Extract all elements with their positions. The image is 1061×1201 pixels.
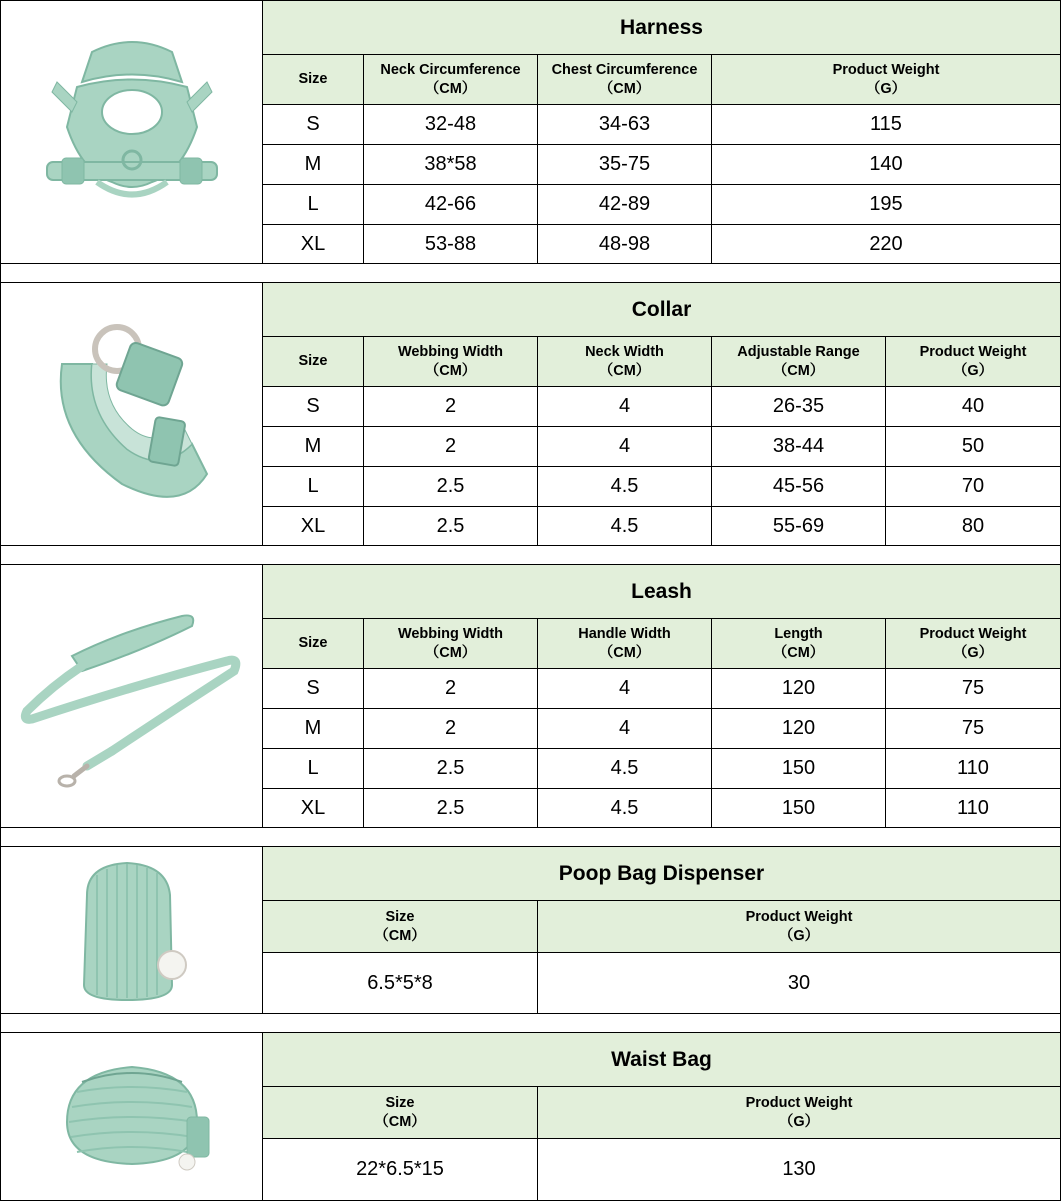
cell-size: S — [263, 669, 364, 708]
poop-bag-section — [0, 846, 1061, 1014]
cell-chest: 48-98 — [538, 225, 712, 263]
header-handle-width: Handle Width （CM） — [538, 619, 712, 668]
cell-size: 6.5*5*8 — [263, 953, 538, 1013]
collar-title: Collar — [263, 283, 1061, 337]
harness-photo — [0, 1, 263, 263]
header-product-weight: Product Weight （G） — [886, 337, 1061, 386]
cell-weight: 220 — [712, 225, 1061, 263]
header-size: Size — [263, 337, 364, 386]
cell-size: L — [263, 749, 364, 788]
cell-weight: 115 — [712, 105, 1061, 144]
header-product-weight: Product Weight （G） — [886, 619, 1061, 668]
cell-handle: 4 — [538, 669, 712, 708]
cell-handle: 4.5 — [538, 789, 712, 827]
cell-size: XL — [263, 789, 364, 827]
table-row — [263, 145, 1061, 185]
poop-bag-header-row — [263, 901, 1061, 953]
cell-size: L — [263, 467, 364, 506]
table-row — [263, 749, 1061, 789]
collar-illustration — [32, 314, 232, 514]
leash-illustration — [12, 591, 252, 801]
table-row — [263, 225, 1061, 263]
header-size: Size — [263, 619, 364, 668]
section-spacer — [0, 1014, 1061, 1032]
cell-webbing: 2 — [364, 709, 538, 748]
cell-neck: 4 — [538, 427, 712, 466]
table-row — [263, 387, 1061, 427]
table-row — [263, 709, 1061, 749]
header-product-weight: Product Weight （G） — [538, 1087, 1061, 1138]
cell-weight: 30 — [538, 953, 1061, 1013]
leash-table — [263, 565, 1061, 827]
cell-neck: 4.5 — [538, 467, 712, 506]
cell-size: XL — [263, 225, 364, 263]
cell-range: 55-69 — [712, 507, 886, 545]
cell-length: 150 — [712, 789, 886, 827]
header-webbing-width: Webbing Width （CM） — [364, 619, 538, 668]
header-neck-circumference: Neck Circumference （CM） — [364, 55, 538, 104]
cell-handle: 4.5 — [538, 749, 712, 788]
collar-photo — [0, 283, 263, 545]
cell-neck: 53-88 — [364, 225, 538, 263]
waist-bag-title: Waist Bag — [263, 1033, 1061, 1087]
cell-webbing: 2.5 — [364, 749, 538, 788]
cell-weight: 80 — [886, 507, 1061, 545]
cell-size: M — [263, 709, 364, 748]
cell-handle: 4 — [538, 709, 712, 748]
leash-header-row — [263, 619, 1061, 669]
harness-header-row — [263, 55, 1061, 105]
cell-size: S — [263, 387, 364, 426]
collar-section — [0, 282, 1061, 546]
cell-weight: 140 — [712, 145, 1061, 184]
cell-weight: 70 — [886, 467, 1061, 506]
waist-bag-header-row — [263, 1087, 1061, 1139]
cell-chest: 35-75 — [538, 145, 712, 184]
cell-neck: 38*58 — [364, 145, 538, 184]
cell-neck: 4.5 — [538, 507, 712, 545]
table-row — [263, 427, 1061, 467]
header-size: Size （CM） — [263, 1087, 538, 1138]
cell-webbing: 2.5 — [364, 467, 538, 506]
cell-weight: 130 — [538, 1139, 1061, 1200]
cell-weight: 75 — [886, 709, 1061, 748]
cell-neck: 32-48 — [364, 105, 538, 144]
cell-weight: 195 — [712, 185, 1061, 224]
harness-title: Harness — [263, 1, 1061, 55]
harness-table — [263, 1, 1061, 263]
cell-chest: 34-63 — [538, 105, 712, 144]
leash-photo — [0, 565, 263, 827]
cell-webbing: 2.5 — [364, 507, 538, 545]
cell-neck: 4 — [538, 387, 712, 426]
table-row — [263, 1139, 1061, 1200]
harness-section — [0, 0, 1061, 264]
cell-size: S — [263, 105, 364, 144]
table-row — [263, 953, 1061, 1013]
cell-size: L — [263, 185, 364, 224]
cell-weight: 50 — [886, 427, 1061, 466]
harness-illustration — [32, 32, 232, 232]
cell-webbing: 2.5 — [364, 789, 538, 827]
table-row — [263, 669, 1061, 709]
header-neck-width: Neck Width （CM） — [538, 337, 712, 386]
waist-bag-illustration — [47, 1052, 217, 1182]
cell-webbing: 2 — [364, 669, 538, 708]
header-adjustable-range: Adjustable Range （CM） — [712, 337, 886, 386]
waist-bag-table — [263, 1033, 1061, 1200]
table-row — [263, 507, 1061, 545]
cell-length: 150 — [712, 749, 886, 788]
cell-weight: 40 — [886, 387, 1061, 426]
poop-bag-title: Poop Bag Dispenser — [263, 847, 1061, 901]
poop-bag-illustration — [72, 855, 192, 1005]
header-product-weight: Product Weight （G） — [538, 901, 1061, 952]
header-size: Size （CM） — [263, 901, 538, 952]
cell-size: M — [263, 145, 364, 184]
section-spacer — [0, 546, 1061, 564]
header-length: Length （CM） — [712, 619, 886, 668]
cell-weight: 75 — [886, 669, 1061, 708]
header-size: Size — [263, 55, 364, 104]
header-product-weight: Product Weight （G） — [712, 55, 1061, 104]
waist-bag-section — [0, 1032, 1061, 1201]
table-row — [263, 467, 1061, 507]
table-row — [263, 185, 1061, 225]
waist-bag-photo — [0, 1033, 263, 1200]
section-spacer — [0, 828, 1061, 846]
poop-bag-photo — [0, 847, 263, 1013]
collar-table — [263, 283, 1061, 545]
cell-range: 45-56 — [712, 467, 886, 506]
cell-length: 120 — [712, 669, 886, 708]
header-webbing-width: Webbing Width （CM） — [364, 337, 538, 386]
cell-size: M — [263, 427, 364, 466]
cell-neck: 42-66 — [364, 185, 538, 224]
cell-chest: 42-89 — [538, 185, 712, 224]
collar-header-row — [263, 337, 1061, 387]
cell-size: 22*6.5*15 — [263, 1139, 538, 1200]
cell-size: XL — [263, 507, 364, 545]
cell-range: 26-35 — [712, 387, 886, 426]
cell-webbing: 2 — [364, 387, 538, 426]
cell-webbing: 2 — [364, 427, 538, 466]
cell-length: 120 — [712, 709, 886, 748]
cell-weight: 110 — [886, 789, 1061, 827]
leash-title: Leash — [263, 565, 1061, 619]
header-chest-circumference: Chest Circumference （CM） — [538, 55, 712, 104]
cell-range: 38-44 — [712, 427, 886, 466]
leash-section — [0, 564, 1061, 828]
cell-weight: 110 — [886, 749, 1061, 788]
poop-bag-table — [263, 847, 1061, 1013]
section-spacer — [0, 264, 1061, 282]
table-row — [263, 105, 1061, 145]
table-row — [263, 789, 1061, 827]
